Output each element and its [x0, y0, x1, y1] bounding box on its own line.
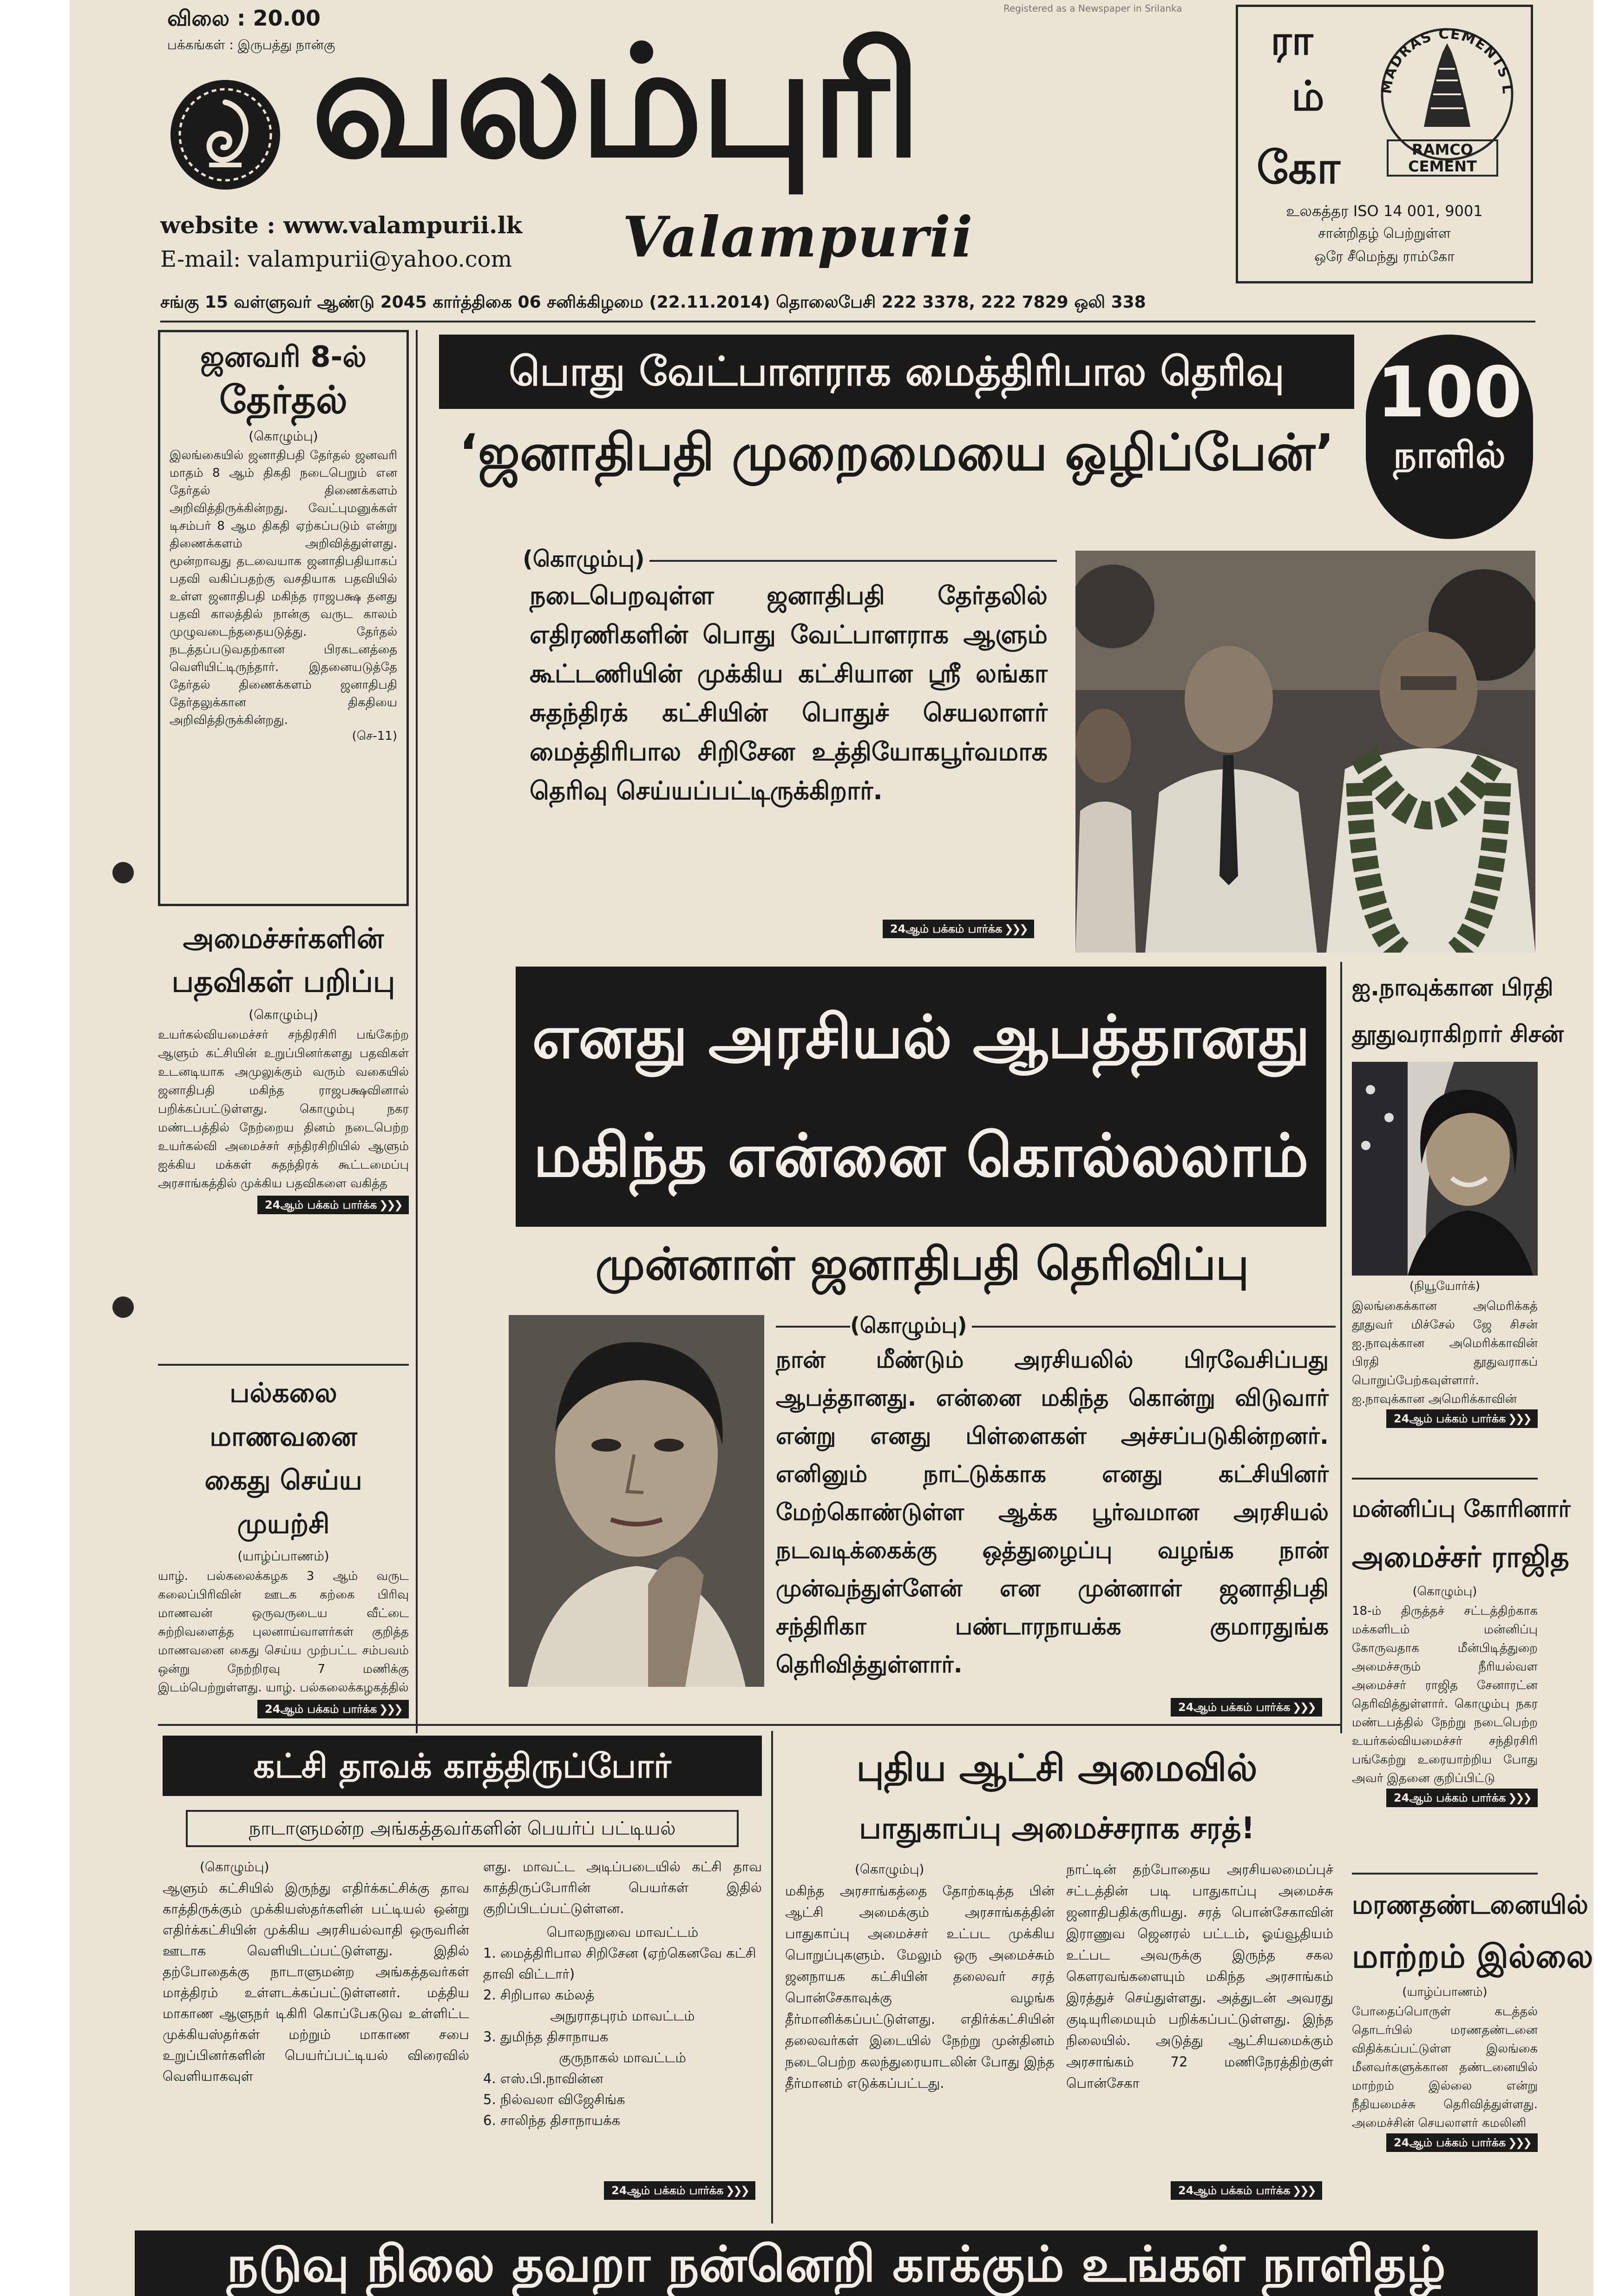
story-dateline: (நியூயோர்க்) — [1409, 1279, 1481, 1293]
story-headline-2: தூதுவராகிறார் சிசன் — [1352, 1020, 1564, 1047]
masthead-rule — [160, 321, 1535, 322]
continued-link[interactable]: 24ஆம் பக்கம் பார்க்க ❯❯❯ — [604, 2181, 755, 2200]
photo-chandrika — [509, 1315, 764, 1687]
story-headline: மரணதண்டனையில் — [1352, 1890, 1588, 1920]
story-headline: மன்னிப்பு கோரினார் — [1352, 1495, 1571, 1522]
ad-iso-line: உலகத்தர ISO 14 001, 9001 — [1286, 202, 1483, 220]
hundred-days-badge — [1366, 335, 1533, 539]
continued-link[interactable]: 24ஆம் பக்கம் பார்க்க ❯❯❯ — [257, 1196, 409, 1214]
bottom-mid-col2 — [1066, 1859, 1333, 2094]
story-body: இலங்கையில் ஜனாதிபதி தேர்தல் ஜனவரி மாதம் 8 ஆம் திகதி நடைபெறும் என தேர்தல் திணைக்களம் அறிவித்திருக்கின்றது. வேட்புமனுக்கள் டிசம்பர் 8 ஆம திகதி ஏற்கப்படும் என்று திணைக்களம் அறிவித்துள்ளது. மூன்றாவது தடவையாக ஜனாதிபதியாகப் பதவி வகிப்பதற்கு வசதியாக பதவியில் உள்ள ஜனாதிபதி மகிந்த ராஜபக்ஷ தனது பதவி காலத்தில் நான்கு வருட காலம் முழுவடைந்ததையடுத்து. தேர்தல் நடத்தப்படுவதற்கான பிரகடனத்தை வெளியிட்டிருந்தார். இதனையடுத்தே தேர்தல் திணைக்களம் ஜனாதிபதி தேர்தலுக்கான திகதியை அறிவித்திருக்கின்றது. — [170, 448, 397, 727]
newspaper-page — [70, 0, 1593, 2296]
photo-maithripala — [1075, 551, 1535, 953]
punch-hole — [112, 862, 134, 883]
ad-tagline-1: சான்றிதழ் பெற்றுள்ள — [1318, 225, 1451, 242]
photo-sison — [1352, 1062, 1538, 1276]
continued-link[interactable]: 24ஆம் பக்கம் பார்க்க ❯❯❯ — [257, 1700, 409, 1718]
defector-list — [483, 1922, 762, 2131]
ad-brand-line1: RAMCO — [1412, 141, 1473, 158]
second-dateline-row — [776, 1313, 1336, 1341]
story-body: யாழ். பல்கலைக்கழக 3 ஆம் வருட கலைப்பிரிவின் ஊடக கற்கை பிரிவு மாணவன் ஒருவருடைய வீட்டை சுற்றிவளைத்த புலனாய்வாளர்கள் குறித்த மாணவனை கைது செய்ய முற்பட்ட சம்பவம் ஒன்று நேற்றிரவு 7 மணிக்கு இடம்பெற்றுள்ளது. யாழ். பல்கலைக்கழகத்தில் — [158, 1569, 409, 1695]
story-rajitha-apology[interactable] — [1352, 1485, 1571, 1870]
continued-link[interactable]: 24ஆம் பக்கம் பார்க்க ❯❯❯ — [1386, 2133, 1538, 2152]
continued-link[interactable]: 24ஆம் பக்கம் பார்க்க ❯❯❯ — [883, 920, 1034, 938]
story-body-cont: நாட்டின் தற்போதைய அரசியலமைப்புச் சட்டத்தின் படி பாதுகாப்பு அமைச்சு ஜனாதிபதிக்குரியது. சரத் பொன்சேகாவின் இராணுவ ஜெனரல் பட்டம், ஓய்வூதியம் உட்பட அவருக்கு இருந்த சகல கௌரவங்களையும் மகிந்த அரசாங்கம் இரத்துச் செய்துள்ளது. அத்துடன் அவரது குடியுரிமையும் பறிக்கப்பட்டுள்ளது. இந்த நிலையில். அடுத்து ஆட்சியமைக்கும் அரசாங்கம் 72 மணிநேரத்திற்குள் பொன்சேகா — [1066, 1862, 1333, 2091]
story-jan8-election[interactable] — [158, 330, 409, 906]
continued-link[interactable]: 24ஆம் பக்கம் பார்க்க ❯❯❯ — [1171, 1698, 1322, 1717]
badge-number: 100 — [1376, 352, 1522, 433]
price-label: விலை : 20.00 — [167, 6, 321, 31]
second-continued-wrap — [1171, 1701, 1322, 1715]
ramco-brand-box — [1387, 139, 1498, 177]
bottom-mid-headline[interactable]: புதிய ஆட்சி அமைவில் — [856, 1746, 1258, 1789]
dateline-bar: சங்கு 15 வள்ளுவர் ஆண்டு 2045 கார்த்திகை 06 சனிக்கிழமை (22.11.2014) தொலைபேசி 222 3378, 222 7829 ஒலி 338 — [160, 293, 1146, 312]
punch-hole — [112, 1296, 134, 1318]
district-heading: குருநாகல் மாவட்டம் — [559, 2050, 686, 2066]
bottom-row-rule — [158, 1724, 1340, 1726]
column-rule — [1352, 1478, 1538, 1480]
continued-link[interactable]: 24ஆம் பக்கம் பார்க்க ❯❯❯ — [1171, 2181, 1322, 2200]
lead-kicker-banner: பொது வேட்பாளராக மைத்திரிபால தெரிவு — [439, 335, 1354, 409]
story-death-sentence[interactable] — [1352, 1880, 1593, 2224]
story-headline-2: கைது செய்ய முயற்சி — [204, 1464, 362, 1539]
ad-tagline-2: ஒரே சீமெந்து ராம்கோ — [1314, 249, 1455, 265]
story-headline-2: மாற்றம் இல்லை — [1352, 1937, 1593, 1975]
ad-word-ra: ரா — [1271, 16, 1313, 64]
defector-item: 6. சாலிந்த திசாநாயக்க — [483, 2112, 621, 2128]
story-headline: பல்கலை மாணவனை — [210, 1377, 357, 1452]
story-body: 18-ம் திருத்தச் சட்டத்திற்காக மக்களிடம் மன்னிப்பு கோருவதாக மீன்பிடித்துறை அமைச்சரும் நீரியல்வள அமைச்சர் ராஜித சேனாரட்ன தெரிவித்துள்ளார். கொழும்பு நகர மண்டபத்தில் நேற்று நடைபெற்ற உயர்கல்வியமைச்சர் சந்திரசிரி பங்கேற்று உரையாற்றிய போது அவர் இதனை குறிப்பிட்டு — [1352, 1604, 1538, 1785]
ad-word-ko: கோ — [1257, 142, 1340, 194]
defector-item: 1. மைத்திரிபால சிறிசேன (ஏற்கெனவே கட்சி தாவி விட்டார்) — [483, 1945, 756, 1982]
story-headline: ஜனவரி 8-ல் — [200, 340, 367, 374]
story-ministers-removed[interactable] — [158, 918, 409, 1359]
story-body: இலங்கைக்கான அமெரிக்கத் தூதுவர் மிச்சேல் ஜே சிசன் ஐ.நாவுக்கான அமெரிக்காவின் பிரதி தூதுவராகப் பொறுப்பேற்கவுள்ளார். ஐ.நாவுக்கான அமெரிக்காவின் — [1352, 1299, 1538, 1406]
defector-item: 2. சிறிபால கம்லத் — [483, 1987, 595, 2003]
second-headline-box[interactable] — [516, 967, 1326, 1227]
badge-text: நாளில் — [1393, 434, 1506, 476]
conch-logo — [167, 77, 283, 193]
continued-link[interactable]: 24ஆம் பக்கம் பார்க்க ❯❯❯ — [1386, 1789, 1538, 1807]
story-dateline: (கொழும்பு) — [855, 1862, 924, 1877]
lead-continued-wrap — [883, 922, 1034, 937]
masthead-title-english: Valampurii — [623, 204, 974, 270]
bottom-left-col2 — [483, 1856, 762, 2131]
lead-headline[interactable]: ‘ஜனாதிபதி முறைமையை ஒழிப்பேன்’ — [459, 424, 1335, 482]
second-dateline: (கொழும்பு) — [850, 1313, 972, 1338]
story-dateline: (யாழ்ப்பாணம்) — [237, 1548, 329, 1564]
column-rule — [1352, 1873, 1538, 1875]
district-heading: பொலநறுவை மாவட்டம் — [546, 1924, 699, 1940]
lead-dateline: (கொழும்பு) — [523, 546, 649, 572]
defector-item: 3. துமிந்த திசாநாயக — [483, 2029, 609, 2045]
column-rule — [158, 1364, 409, 1366]
district-heading: அநுராதபுரம் மாவட்டம் — [550, 2008, 695, 2024]
lead-dateline-row — [523, 546, 1057, 575]
story-student-arrest[interactable] — [158, 1371, 409, 1733]
story-body: உயர்கல்வியமைச்சர் சந்திரசிரி பங்கேற்ற ஆளும் கட்சியின் உறுப்பினர்களது பதவிகள் உடனடியாக அமுலுக்கும் வரும் வகையில் ஜனாதிபதி மகிந்த ராஜபக்ஷவினால் பறிக்கப்பட்டுள்ளது. கொழும்பு நகர மண்டபத்தில் நேற்றைய தினம் நடைபெற்ற உயர்கல்வி அமைச்சர் சந்திரசிறியில் ஆளும் ஐக்கிய மக்கள் சுதந்திரக் கூட்டமைப்பு அரசாங்கத்தில் முக்கிய பதவிகளை வகித்த — [158, 1028, 409, 1191]
story-dateline: (கொழும்பு) — [1412, 1585, 1477, 1599]
story-sison-un[interactable] — [1352, 964, 1564, 1475]
story-headline-2: தேர்தல் — [219, 378, 347, 422]
story-headline-2: அமைச்சர் ராஜித — [1352, 1540, 1569, 1574]
defector-item: 4. எஸ்.பி.நாவின்ன — [483, 2071, 603, 2086]
bottom-mid-col1 — [785, 1859, 1055, 2094]
bottom-left-col1 — [163, 1856, 469, 2087]
story-headline-2: பதவிகள் பறிப்பு — [171, 965, 395, 999]
bottom-left-continued-wrap — [604, 2184, 755, 2198]
footer-slogan-banner: நடுவு நிலை தவறா நன்னெறி காக்கும் உங்கள் நாளிதழ் — [135, 2230, 1538, 2296]
registration-note: Registered as a Newspaper in Srilanka — [1003, 3, 1182, 14]
email-link[interactable]: E-mail: valampurii@yahoo.com — [160, 246, 512, 272]
story-body-cont: ளது. மாவட்ட அடிப்படையில் கட்சி தாவ காத்திருப்போரின் பெயர்கள் இதில் குறிப்பிடப்பட்டுள்ளன. — [483, 1859, 762, 1916]
story-dateline: (கொழும்பு) — [249, 1007, 318, 1022]
page-count-label: பக்கங்கள் : இருபத்து நான்கு — [167, 37, 335, 53]
ad-word-m: ம் — [1291, 72, 1324, 120]
column-divider — [1340, 962, 1342, 1733]
bottom-left-subhead: நாடாளுமன்ற அங்கத்தவர்களின் பெயர்ப் பட்டியல் — [186, 1810, 739, 1847]
column-divider — [416, 330, 418, 1733]
defector-item: 5. நில்வலா விஜேசிங்க — [483, 2092, 625, 2107]
story-dateline: (கொழும்பு) — [249, 428, 318, 444]
second-headline-line2: மகிந்த என்னை கொல்லலாம் — [533, 1121, 1309, 1191]
continued-link[interactable]: 24ஆம் பக்கம் பார்க்க ❯❯❯ — [1386, 1409, 1538, 1428]
ramco-cement-ad[interactable] — [1236, 5, 1533, 283]
website-link[interactable]: website : www.valampurii.lk — [160, 211, 523, 239]
lead-body: நடைபெறவுள்ள ஜனாதிபதி தேர்தலில் எதிரணிகளின் பொது வேட்பாளராக ஆளும் கூட்டணியின் முக்கிய கட்சியான ஸ்ரீ லங்கா சுதந்திரக் கட்சியின் பொதுச் செயலாளர் மைத்திரிபால சிறிசேன உத்தியோகபூர்வமாக தெரிவு செய்யப்பட்டிருக்கிறார். — [530, 581, 1048, 805]
story-body: ஆளும் கட்சியில் இருந்து எதிர்க்கட்சிக்கு தாவ காத்திருக்கும் முக்கியஸ்தர்களின் பட்டியல் ஒன்று எதிர்க்கட்சியின் முக்கிய அரசியல்வாதி ஒருவரின் ஊடாக வெளியிடப்பட்டுள்ளது. இதில் தற்போதைக்கு நாடாளுமன்ற அங்கத்தவர்கள் மாத்திரம் உள்ளடக்கப்பட்டுள்ளனர். மத்திய மாகாண ஆளுநர் டிகிரி கொப்பேகடுவ உள்ளிட்ட முக்கியஸ்தர்கள் மற்றும் மாகாண சபை உறுப்பினர்களின் பெயர்ப்பட்டியல் விரைவில் வெளியாகவுள் — [163, 1880, 469, 2084]
masthead-title-tamil: வலம்புரி — [311, 13, 919, 191]
story-dateline: (யாழ்ப்பாணம்) — [1402, 1985, 1488, 1999]
second-headline-line1: எனது அரசியல் ஆபத்தானது — [532, 1003, 1310, 1072]
ad-company-arc: MADRAS CEMENTS L — [1378, 26, 1516, 95]
story-body: போதைப்பொருள் கடத்தல் தொடர்பில் மரணதண்டனை விதிக்கப்பட்டுள்ள இலங்கை மீனவர்களுக்கான தண்டனையில் மாற்றம் இல்லை என்று நீதியமைச்சு தெரிவித்துள்ளது. அமைச்சின் செயலாளர் கமலினி — [1352, 2005, 1538, 2130]
story-body: மகிந்த அரசாங்கத்தை தோற்கடித்த பின் ஆட்சி அமைக்கும் அரசாங்கத்தின் பாதுகாப்பு அமைச்சர் உட்பட முக்கிய பொறுப்புகளும். மேலும் ஒரு அமைச்சும் ஜனநாயக கட்சியின் தலைவர் சரத் பொன்சேகாவுக்கு வழங்க தீர்மானிக்கப்பட்டுள்ளது. எதிர்க்கட்சியின் தலைவர்கள் இடையில் நேற்று முன்தினம் நடைபெற்ற கலந்துரையாடலின் போது இந்த தீர்மானம் எடுக்கப்பட்டது. — [785, 1883, 1055, 2091]
story-headline: ஐ.நாவுக்கான பிரதி — [1352, 974, 1553, 1001]
bottom-mid-continued-wrap — [1171, 2184, 1322, 2198]
story-ref: (செ-11) — [352, 729, 397, 743]
second-body: நான் மீண்டும் அரசியலில் பிரவேசிப்பது ஆபத்தானது. என்னை மகிந்த கொன்று விடுவார் என்று எனது பிள்ளைகள் அச்சப்படுகின்றனர். எனினும் நாட்டுக்காக எனது கட்சியினர் மேற்கொண்டுள்ள ஆக்க பூர்வமான அரசியல் நடவடிக்கைக்கு ஒத்துழைப்பு வழங்க நான் முன்வந்துள்ளேன் என முன்னாள் ஜனாதிபதி சந்திரிகா பண்டாரநாயக்க குமாரதுங்க தெரிவித்துள்ளார். — [776, 1346, 1329, 1678]
story-dateline: (கொழும்பு) — [200, 1859, 269, 1875]
story-headline: அமைச்சர்களின் — [183, 922, 384, 955]
second-subheadline: முன்னாள் ஜனாதிபதி தெரிவிப்பு — [595, 1238, 1249, 1290]
ad-brand-line2: CEMENT — [1408, 158, 1477, 175]
bottom-mid-subheadline: பாதுகாப்பு அமைச்சராக சரத்! — [859, 1811, 1255, 1846]
column-divider — [771, 1731, 773, 2224]
bottom-left-headline[interactable]: கட்சி தாவக் காத்திருப்போர் — [163, 1736, 762, 1796]
